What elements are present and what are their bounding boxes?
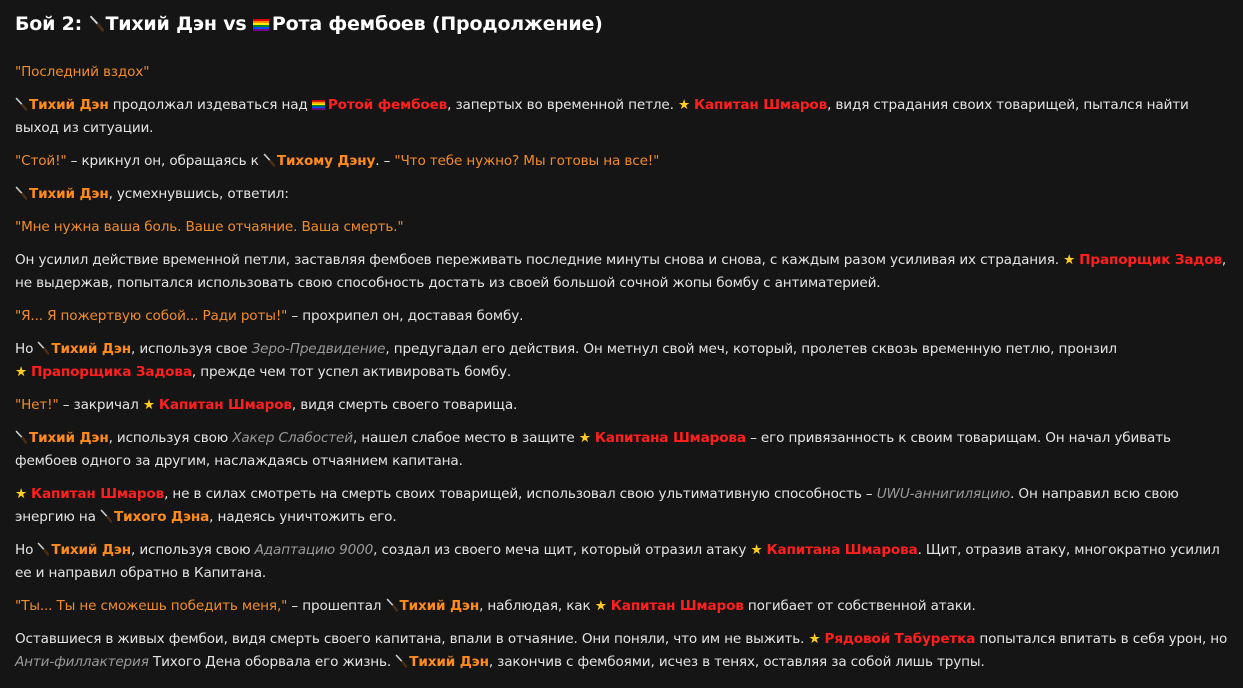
character-zadov: Прапорщика Задова xyxy=(31,364,192,380)
paragraph-8: Но Тихий Дэн, используя свое Зеро-Предвидение, предугадал его действия. Он метнул свой меч, который, пролетев сквозь временную петлю, пронзил ★ Прапорщика Задова, прежде чем тот успел активировать бомбу. xyxy=(15,341,1117,380)
knife-icon xyxy=(37,341,49,355)
character-captain: Капитан Шмаров xyxy=(31,486,165,502)
quote: "Нет!" xyxy=(15,397,59,413)
paragraph-13: "Ты... Ты не сможешь победить меня," – прошептал Тихий Дэн, наблюдая, как ★ Капитан Шмаров погибает от собственной атаки. xyxy=(15,598,976,614)
knife-icon xyxy=(395,654,407,668)
star-icon: ★ xyxy=(808,631,821,647)
knife-icon xyxy=(386,598,398,612)
character-dan: Тихий Дэн xyxy=(29,186,109,202)
quote: "Стой!" xyxy=(15,153,67,169)
character-captain: Капитана Шмарова xyxy=(594,430,746,446)
star-icon: ★ xyxy=(578,430,591,446)
character-dan: Тихий Дэн xyxy=(29,97,109,113)
star-icon: ★ xyxy=(15,486,28,502)
quote: "Что тебе нужно? Мы готовы на все!" xyxy=(394,153,660,169)
paragraph-6: Он усилил действие временной петли, заставляя фембоев переживать последние минуты снова и снова, с каждым разом усиливая их страдания. ★ Прапорщик Задов, не выдержав, попытался использовать свою способность достать из своей большой сочной жопы бомбу с антиматерией. xyxy=(15,252,1227,291)
character-captain: Капитан Шмаров xyxy=(694,97,828,113)
knife-icon xyxy=(15,97,27,111)
rainbow-flag-icon xyxy=(253,19,269,31)
character-rota: Ротой фембоев xyxy=(327,97,448,113)
knife-icon xyxy=(263,153,275,167)
ability-name: Хакер Слабостей xyxy=(232,430,353,446)
character-captain: Капитана Шмарова xyxy=(766,542,918,558)
star-icon: ★ xyxy=(750,542,763,558)
quote: "Мне нужна ваша боль. Ваше отчаяние. Ваша смерть." xyxy=(15,219,404,235)
paragraph-12: Но Тихий Дэн, используя свою Адаптацию 9000, создал из своего меча щит, который отразил атаку ★ Капитана Шмарова. Щит, отразив атаку, многократно усилил ее и направил обратно в Капитана. xyxy=(15,542,1220,581)
quote: "Ты... Ты не сможешь победить меня," xyxy=(15,598,288,614)
character-dan: Тихий Дэн xyxy=(409,654,489,670)
quote: "Последний вздох" xyxy=(15,64,150,80)
star-icon: ★ xyxy=(677,97,691,113)
star-icon: ★ xyxy=(594,598,607,614)
character-dan: Тихому Дэну xyxy=(276,153,376,169)
paragraph-3: "Стой!" – крикнул он, обращаясь к Тихому Дэну. – "Что тебе нужно? Мы готовы на все!" xyxy=(15,153,660,169)
paragraph-7: "Я... Я пожертвую собой... Ради роты!" – прохрипел он, доставая бомбу. xyxy=(15,308,524,324)
rainbow-flag-icon xyxy=(312,100,325,110)
character-captain: Капитан Шмаров xyxy=(158,397,292,413)
paragraph-2: Тихий Дэн продолжал издеваться над Ротой фембоев, запертых во временной петле. ★ Капитан Шмаров, видя страдания своих товарищей, пытался найти выход из ситуации. xyxy=(15,97,1189,136)
paragraph-5 xyxy=(15,216,1228,239)
knife-icon xyxy=(89,15,104,32)
ability-name: Анти-филлактерия xyxy=(15,654,149,670)
star-icon: ★ xyxy=(15,364,28,380)
character-dan: Тихий Дэн xyxy=(51,341,131,357)
star-icon: ★ xyxy=(142,397,155,413)
knife-icon xyxy=(15,186,27,200)
character-dan: Тихий Дэн xyxy=(51,542,131,558)
knife-icon xyxy=(100,509,112,523)
ability-name: UWU-аннигиляцию xyxy=(876,486,1011,502)
page-title: Бой 2: Тихий Дэн vs Рота фембоев (Продолжение) xyxy=(15,13,603,35)
paragraph-10: Тихий Дэн, используя свою Хакер Слабостей, нашел слабое место в защите ★ Капитана Шмарова – его привязанность к своим товарищам. Он начал убивать фембоев одного за другим, наслаждаясь отчаянием капитана. xyxy=(15,430,1171,469)
paragraph-11: ★ Капитан Шмаров, не в силах смотреть на смерть своих товарищей, использовал свою ультимативную способность – UWU-аннигиляцию. Он направил всю свою энергию на Тихого Дэна, надеясь уничтожить его. xyxy=(15,486,1179,525)
star-icon: ★ xyxy=(1063,252,1076,268)
ability-name: Зеро-Предвидение xyxy=(251,341,386,357)
knife-icon xyxy=(37,542,49,556)
quote: "Я... Я пожертвую собой... Ради роты!" xyxy=(15,308,288,324)
character-dan: Тихий Дэн xyxy=(399,598,480,614)
character-taburetka: Рядовой Табуретка xyxy=(824,631,976,647)
ability-name: Адаптацию 9000 xyxy=(254,542,374,558)
character-dan: Тихий Дэн xyxy=(29,430,109,446)
knife-icon xyxy=(15,430,27,444)
paragraph-1 xyxy=(15,61,1228,84)
paragraph-4: Тихий Дэн, усмехнувшись, ответил: xyxy=(15,183,1228,206)
paragraph-14: Оставшиеся в живых фембои, видя смерть своего капитана, впали в отчаяние. Они поняли, что им не выжить. ★ Рядовой Табуретка попытался впитать в себя урон, но Анти-филлактерия Тихого Дена оборвала его жизнь. Тихий Дэн, закончив с фембоями, исчез в тенях, оставляя за собой лишь трупы. xyxy=(15,631,1228,670)
character-captain: Капитан Шмаров xyxy=(610,598,744,614)
character-zadov: Прапорщик Задов xyxy=(1079,252,1222,268)
paragraph-9: "Нет!" – закричал ★ Капитан Шмаров, видя смерть своего товарища. xyxy=(15,397,518,413)
character-dan: Тихого Дэна xyxy=(113,509,210,525)
